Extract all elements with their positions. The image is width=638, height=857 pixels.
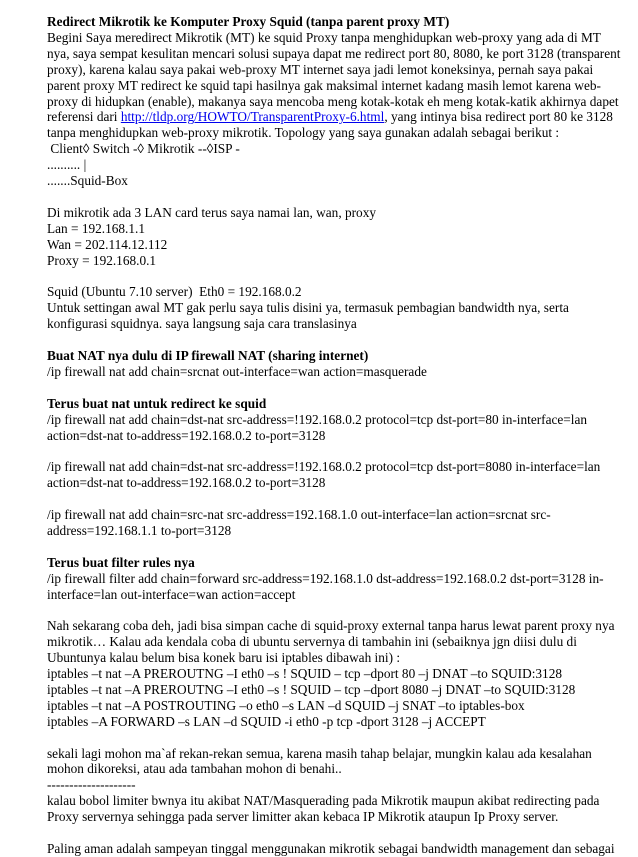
paragraph-gap xyxy=(47,730,610,746)
redirect-command: action=dst-nat to-address=192.168.0.2 to-port=3128 xyxy=(47,475,326,491)
paragraph-gap xyxy=(47,602,610,618)
redirect-command: /ip firewall nat add chain=src-nat src-address=192.168.1.0 out-interface=lan action=srcnat src- xyxy=(47,507,551,522)
intro-text: , yang intinya bisa redirect port 80 ke 3128 xyxy=(384,109,613,125)
squid-line: konfigurasi squidnya. saya langsung saja cara translasinya xyxy=(47,316,357,332)
topology-line: .......Squid-Box xyxy=(47,173,128,189)
closing-line: Proxy servernya sehingga pada server limitter akan kebaca IP Mikrotik ataupun Ip Proxy server. xyxy=(47,809,559,825)
redirect-command: action=dst-nat to-address=192.168.0.2 to-port=3128 xyxy=(47,427,326,443)
lan-line: Proxy = 192.168.0.1 xyxy=(47,252,157,268)
cache-line: Ubuntunya kalau belum bisa konek baru isi iptables dibawah ini) : xyxy=(47,650,401,666)
closing-line: kalau bobol limiter bwnya itu akibat NAT/Masquerading pada Mikrotik maupun akibat redirecting pada xyxy=(47,793,600,809)
redirect-command: address=192.168.1.1 to-port=3128 xyxy=(47,522,232,538)
paragraph-gap xyxy=(47,539,610,555)
squid-line: Squid (Ubuntu 7.10 server) Eth0 = 192.168.0.2 xyxy=(47,284,302,300)
closing-line: sekali lagi mohon ma`af rekan-rekan semua, karena masih tahap belajar, mungkin kalau ada kesalahan xyxy=(47,745,592,761)
cache-line: Nah sekarang coba deh, jadi bisa simpan cache di squid-proxy external tanpa harus lewat parent proxy nya xyxy=(47,618,615,634)
intro-text: referensi dari xyxy=(47,109,121,125)
paragraph-gap xyxy=(47,268,610,284)
doc-title: Redirect Mikrotik ke Komputer Proxy Squid (tanpa parent proxy MT) xyxy=(47,14,450,29)
separator-line: -------------------- xyxy=(47,777,136,793)
reference-link[interactable]: http://tldp.org/HOWTO/TransparentProxy-6.html xyxy=(120,109,385,125)
redirect-heading: Terus buat nat untuk redirect ke squid xyxy=(47,395,267,411)
closing-line: mohon dikoreksi, atau ada tambahan mohon di benahi.. xyxy=(47,761,342,777)
iptables-line: iptables –A FORWARD –s LAN –d SQUID -i eth0 -p tcp -dport 3128 –j ACCEPT xyxy=(47,713,486,729)
paragraph-gap xyxy=(47,443,610,459)
intro-line: proxy di hidupkan (enable), makanya saya mencoba meng kotak-kotak eh meng kotak-katik akhirnya dapet xyxy=(47,93,619,109)
paragraph-gap xyxy=(47,825,610,841)
lan-line: Wan = 202.114.12.112 xyxy=(47,236,168,252)
redirect-command: /ip firewall nat add chain=dst-nat src-address=!192.168.0.2 protocol=tcp dst-port=8080 in-interface=lan xyxy=(47,459,601,475)
lan-line: Lan = 192.168.1.1 xyxy=(47,220,145,236)
filter-command: /ip firewall filter add chain=forward src-address=192.168.1.0 dst-address=192.168.0.2 dst-port=3128 in- xyxy=(47,570,604,586)
iptables-line: iptables –t nat –A PREROUTNG –I eth0 –s ! SQUID – tcp –dport 8080 –j DNAT –to SQUID:3128 xyxy=(47,681,576,697)
squid-line: Untuk settingan awal MT gak perlu saya tulis disini ya, termasuk pembagian bandwidth nya, serta xyxy=(47,300,569,316)
intro-line: parent proxy MT redirect ke squid tapi hasilnya gak maksimal internet kadang masih lemot karena web- xyxy=(47,77,601,93)
topology-line: .......... | xyxy=(47,157,87,173)
closing-line: Paling aman adalah sampeyan tinggal menggunakan mikrotik sebagai bandwidth management dan sebagai xyxy=(47,840,615,856)
paragraph-gap xyxy=(47,380,610,396)
intro-line: nya, saya sempat kesulitan mencari solusi supaya dapat me redirect port 80, 8080, ke port 3128 (transparent xyxy=(47,45,621,61)
intro-line-with-link xyxy=(47,109,613,125)
redirect-command: /ip firewall nat add chain=dst-nat src-address=!192.168.0.2 protocol=tcp dst-port=80 in-interface=lan xyxy=(47,411,588,427)
filter-command: interface=lan out-interface=wan action=accept xyxy=(47,586,296,602)
cache-line: mikrotik… Kalau ada kendala coba di ubuntu servernya di tambahin ini (sebaiknya jgn diisi dulu di xyxy=(47,634,577,650)
paragraph-gap xyxy=(47,491,610,507)
paragraph-gap xyxy=(47,332,610,348)
nat-heading: Buat NAT nya dulu di IP firewall NAT (sharing internet) xyxy=(47,347,369,363)
intro-line: tanpa menghidupkan web-proxy mikrotik. Topology yang saya gunakan adalah sebagai berikut : xyxy=(47,125,560,141)
nat-command: /ip firewall nat add chain=srcnat out-interface=wan action=masquerade xyxy=(47,363,427,379)
lan-line: Di mikrotik ada 3 LAN card terus saya namai lan, wan, proxy xyxy=(47,204,377,220)
topology-line: Client◊ Switch -◊ Mikrotik --◊ISP - xyxy=(47,141,240,157)
intro-line: proxy), karena kalau saya pakai web-proxy MT internet saya jadi lemot koneksinya, pernah saya pakai xyxy=(47,61,594,77)
iptables-line: iptables –t nat –A PREROUTNG –I eth0 –s ! SQUID – tcp –dport 80 –j DNAT –to SQUID:3128 xyxy=(47,666,562,682)
paragraph-gap xyxy=(47,189,610,205)
intro-line: Begini Saya meredirect Mikrotik (MT) ke squid Proxy tanpa menghidupkan web-proxy yang ada di MT xyxy=(47,29,601,45)
filter-heading: Terus buat filter rules nya xyxy=(47,554,195,570)
iptables-line: iptables –t nat –A POSTROUTING –o eth0 –s LAN –d SQUID –j SNAT –to iptables-box xyxy=(47,697,525,713)
